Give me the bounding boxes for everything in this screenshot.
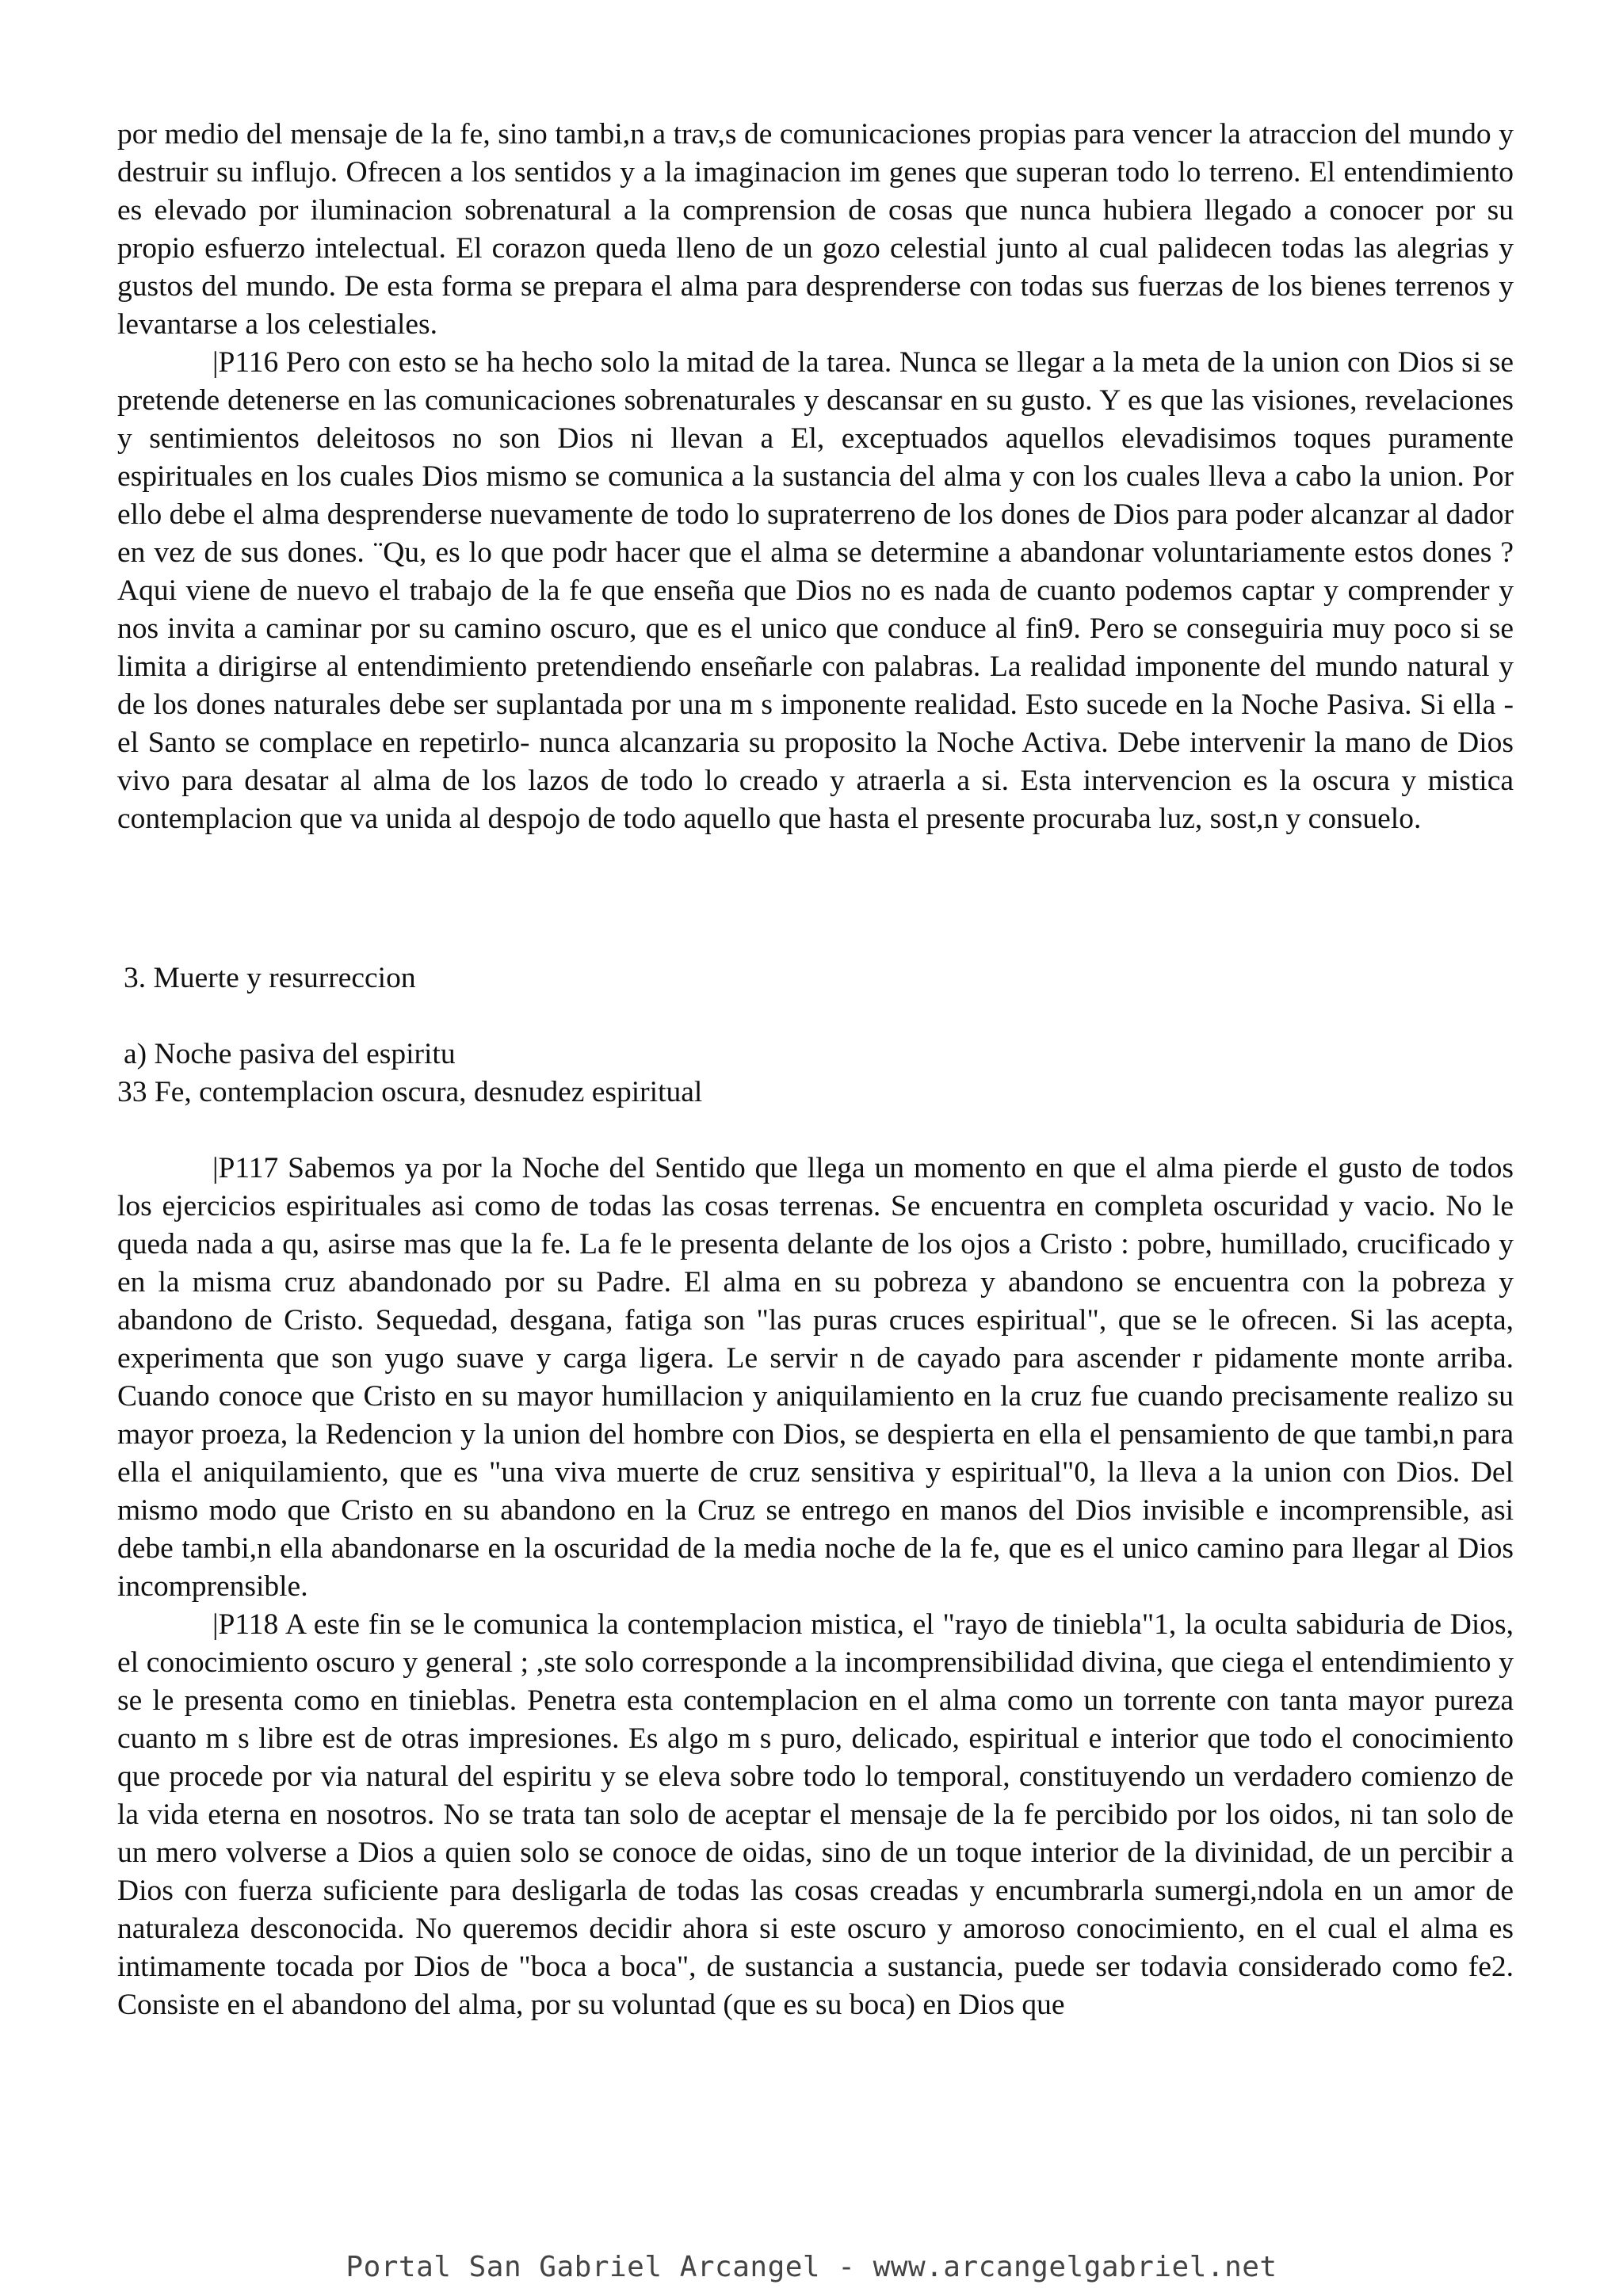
paragraph-3: |P117 Sabemos ya por la Noche del Sentido que llega un momento en que el alma pierde el gusto de todos los ejercicios espirituales asi como de todas las cosas terrenas. Se encuentra en completa oscuridad y vacio. No le queda nada a qu, asirse mas que la fe. La fe le presenta delante de los ojos a Cristo : pobre, humillado, crucificado y en la misma cruz abandonado por su Padre. El alma en su pobreza y abandono se encuentra con la pobreza y abandono de Cristo. Sequedad, desgana, fatiga son "las puras cruces espiritual", que se le ofrecen. Si las acepta, experimenta que son yugo suave y carga ligera. Le servir n de cayado para ascender r pidamente monte arriba. Cuando conoce que Cristo en su mayor humillacion y aniquilamiento en la cruz fue cuando precisamente realizo su mayor proeza, la Redencion y la union del hombre con Dios, se despierta en ella el pensamiento de que tambi,n para ella el aniquilamiento, que es "una viva muerte de cruz sensitiva y espiritual"0, la lleva a la union con Dios. Del mismo modo que Cristo en su abandono en la Cruz se entrego en manos del Dios invisible e incomprensible, asi debe tambi,n ella abandonarse en la oscuridad de la media noche de la fe, que es el unico camino para llegar al Dios incomprensible. [117,1152,1514,1603]
document-body [117,116,1514,2024]
section-heading: 3. Muerte y resurreccion [124,962,416,994]
paragraph-1: por medio del mensaje de la fe, sino tambi,n a trav,s de comunicaciones propias para vencer la atraccion del mundo y destruir su influjo. Ofrecen a los sentidos y a la imaginacion im genes que superan todo lo terreno. El entendimiento es elevado por iluminacion sobrenatural a la comprension de cosas que nunca hubiera llegado a conocer por su propio esfuerzo intelectual. El corazon queda lleno de un gozo celestial junto al cual palidecen todas las alegrias y gustos del mundo. De esta forma se prepara el alma para desprenderse con todas sus fuerzas de los bienes terrenos y levantarse a los celestiales. [117,118,1514,341]
spacer [117,1112,1514,1150]
paragraph-2: |P116 Pero con esto se ha hecho solo la mitad de la tarea. Nunca se llegar a la meta de la union con Dios si se pretende detenerse en las comunicaciones sobrenaturales y descansar en su gusto. Y es que las visiones, revelaciones y sentimientos deleitosos no son Dios ni llevan a El, exceptuados aquellos elevadisimos toques puramente espirituales en los cuales Dios mismo se comunica a la sustancia del alma y con los cuales lleva a cabo la union. Por ello debe el alma desprenderse nuevamente de todo lo supraterreno de los dones de Dios para poder alcanzar al dador en vez de sus dones. ¨Qu, es lo que podr hacer que el alma se determine a abandonar voluntariamente estos dones ? Aqui viene de nuevo el trabajo de la fe que enseña que Dios no es nada de cuanto podemos captar y comprender y nos invita a caminar por su camino oscuro, que es el unico que conduce al fin9. Pero se conseguiria muy poco si se limita a dirigirse al entendimiento pretendiendo enseñarle con palabras. La realidad imponente del mundo natural y de los dones naturales debe ser suplantada por una m s imponente realidad. Esto sucede en la Noche Pasiva. Si ella -el Santo se complace en repetirlo- nunca alcanzaria su proposito la Noche Activa. Debe intervenir la mano de Dios vivo para desatar al alma de los lazos de todo lo creado y atraerla a si. Esta intervencion es la oscura y mistica contemplacion que va unida al despojo de todo aquello que hasta el presente procuraba luz, sost,n y consuelo. [117,346,1514,835]
paragraph-4: |P118 A este fin se le comunica la contemplacion mistica, el "rayo de tiniebla"1, la oculta sabiduria de Dios, el conocimiento oscuro y general ; ,ste solo corresponde a la incomprensibilidad divina, que ciega el entendimiento y se le presenta como en tinieblas. Penetra esta contemplacion en el alma como un torrente con tanta mayor pureza cuanto m s libre est de otras impresiones. Es algo m s puro, delicado, espiritual e interior que todo el conocimiento que procede por via natural del espiritu y se eleva sobre todo lo temporal, constituyendo un verdadero comienzo de la vida eterna en nosotros. No se trata tan solo de aceptar el mensaje de la fe percibido por los oidos, ni tan solo de un mero volverse a Dios a quien solo se conoce de oidas, sino de un toque interior de la divinidad, de un percibir a Dios con fuerza suficiente para desligarla de todas las cosas creadas y encumbrarla sumergi,ndola en un amor de naturaleza desconocida. No queremos decidir ahora si este oscuro y amoroso conocimiento, en el cual el alma es intimamente tocada por Dios de "boca a boca", de sustancia a sustancia, puede ser todavia considerado como fe2. Consiste en el abandono del alma, por su voluntad (que es su boca) en Dios que [117,1608,1514,2021]
subsection-heading: a) Noche pasiva del espiritu [124,1038,456,1070]
page-footer: Portal San Gabriel Arcangel - www.arcangelgabriel.net [346,2251,1277,2283]
subsubsection-heading: 33 Fe, contemplacion oscura, desnudez espiritual [117,1076,703,1108]
